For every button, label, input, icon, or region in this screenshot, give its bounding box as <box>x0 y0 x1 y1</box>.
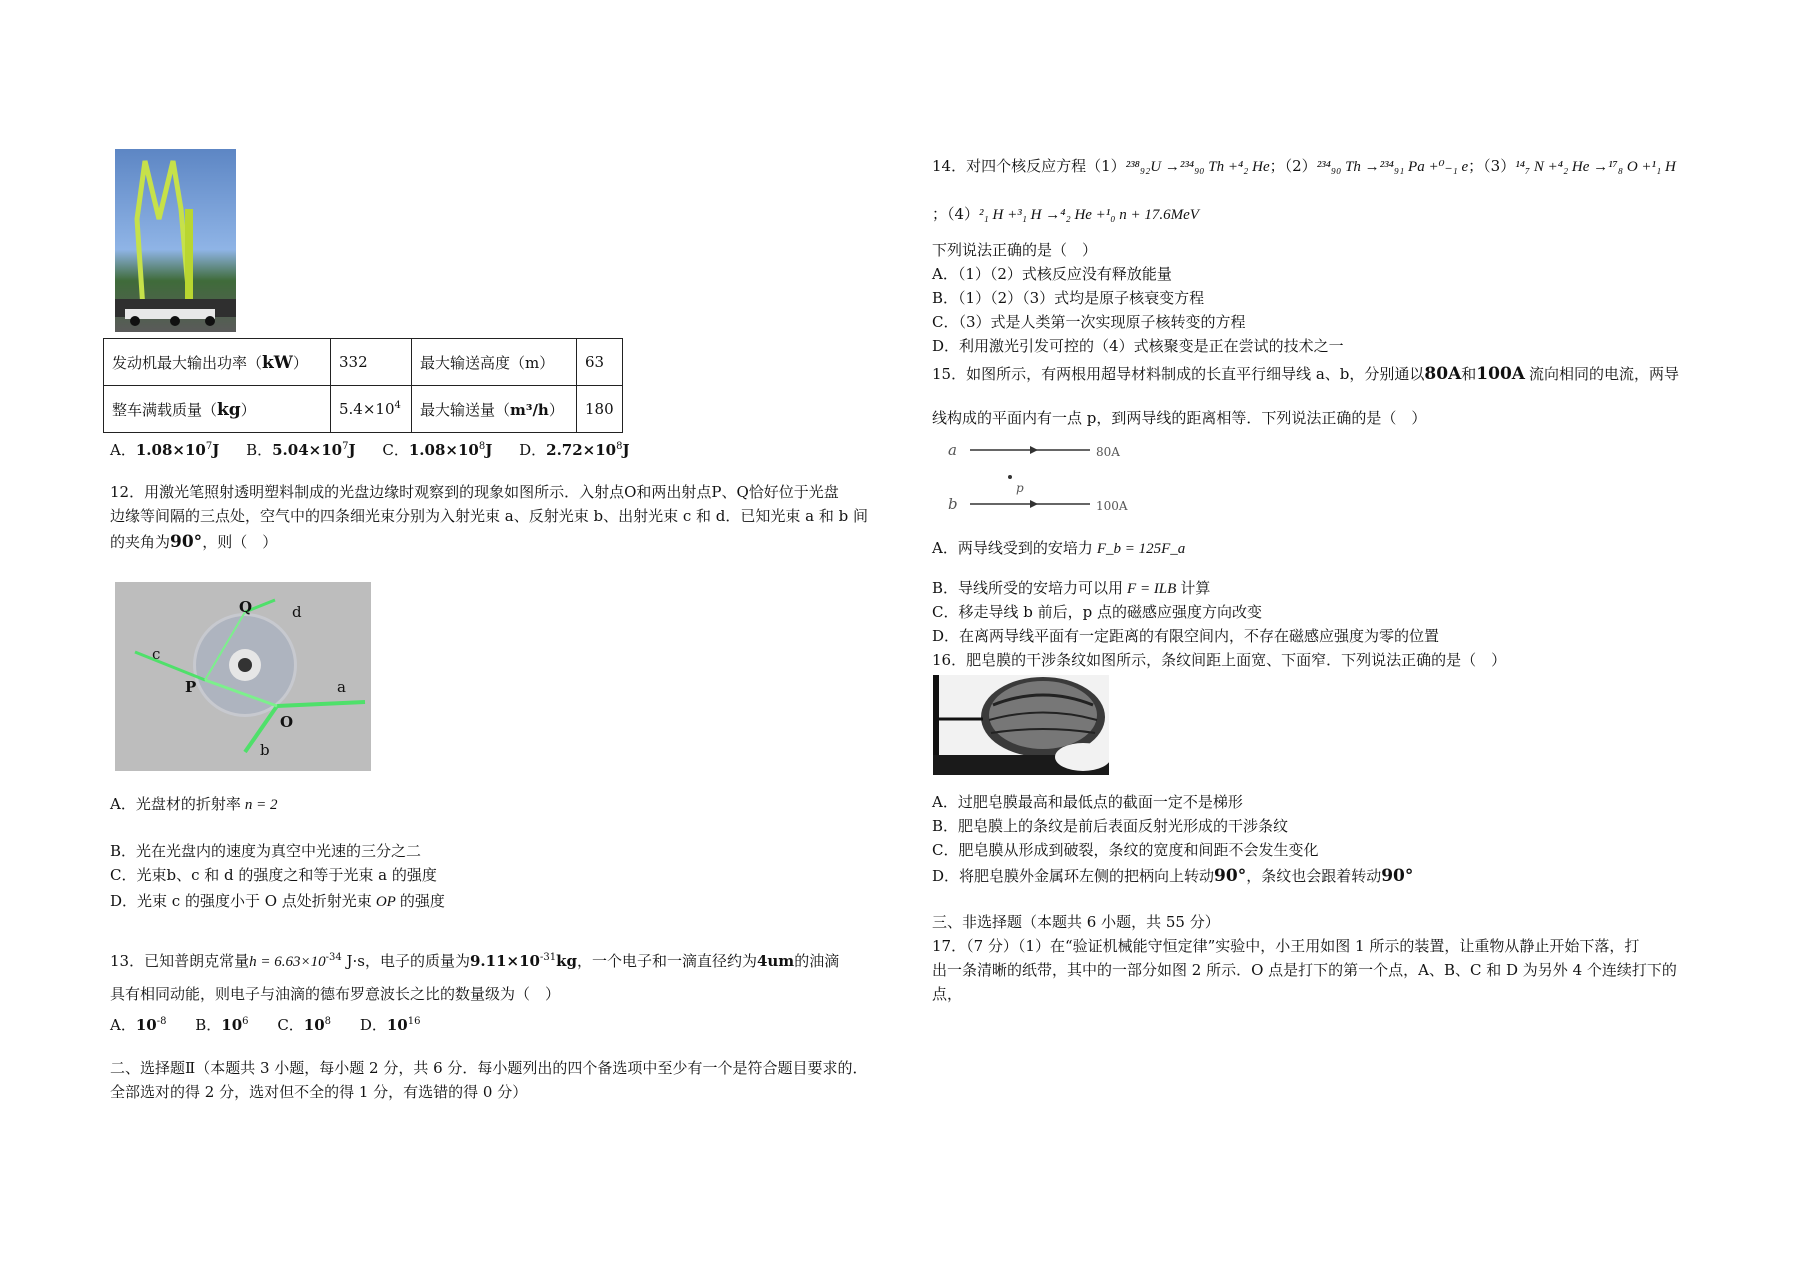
option-value: 10 <box>221 1016 243 1034</box>
q12-line1: 12．用激光笔照射透明塑料制成的光盘边缘时观察到的现象如图所示．入射点O和两出射点P、Q恰好位于光盘 <box>110 483 839 501</box>
q14-text: 14．对四个核反应方程（1） <box>932 157 1126 175</box>
q12-line2: 边缘等间隔的三点处，空气中的四条细光束分别为入射光束 a、反射光束 b、出射光束 c 和 d．已知光束 a 和 b 间 <box>110 507 869 525</box>
fig-label-p: p <box>1016 481 1024 495</box>
q13-m-exp: -31 <box>539 952 557 963</box>
q14-line1 <box>932 156 1676 177</box>
q17-line3: 点， <box>932 985 963 1003</box>
cell-exp: 4 <box>394 400 401 411</box>
option-label: D． <box>359 1016 387 1034</box>
option-label: A． <box>110 1016 136 1034</box>
q14-text: ；（3） <box>1468 157 1516 175</box>
option-math: F = ILB <box>1127 581 1177 597</box>
fig-label-80a: 80A <box>1096 445 1120 459</box>
cell-tail: ） <box>240 400 256 419</box>
q14-question: 下列说法正确的是（ ） <box>932 241 1098 259</box>
table-cell: 180 <box>577 386 623 433</box>
option-value: 1.08×10 <box>408 441 479 459</box>
table-cell <box>104 339 331 386</box>
fig-label-a: a <box>337 678 346 696</box>
option-text: D．将肥皂膜外金属环左侧的把柄向上转动 <box>932 867 1215 885</box>
q13-m: 9.11×10 <box>469 952 540 970</box>
fig-label-Q: Q <box>239 598 253 616</box>
q14-equation-4: ²₁ H +³₁ H →⁴₂ He +¹₀ n + 17.6MeV <box>979 207 1199 223</box>
q14-option-a: A．（1）（2）式核反应没有释放能量 <box>932 265 1172 283</box>
table-cell <box>331 386 412 433</box>
section2-line1: 二、选择题Ⅱ（本题共 3 小题，每小题 2 分，共 6 分．每小题列出的四个备选项中至少有一个是符合题目要求的． <box>110 1059 868 1077</box>
option-math: n = 2 <box>244 797 278 813</box>
table-row <box>104 386 623 433</box>
cell-tail: ） <box>548 400 564 419</box>
q12-option-b: B．光在光盘内的速度为真空中光速的三分之二 <box>110 842 422 860</box>
cell-label: 发动机最大输出功率（ <box>112 353 263 372</box>
q13-line1 <box>110 948 839 972</box>
option-value: 10 <box>386 1016 408 1034</box>
option-math: OP <box>375 894 396 910</box>
q14-text: ；（2） <box>1269 157 1317 175</box>
table-cell <box>412 386 577 433</box>
q13-h: h = 6.63×10 <box>249 954 326 970</box>
q12-option-c: C．光束b、c 和 d 的强度之和等于光束 a 的强度 <box>110 866 437 884</box>
table-row <box>104 339 623 386</box>
q11-options <box>110 437 630 460</box>
q13-h-unit: J·s <box>341 952 365 970</box>
table-cell: 最大输送高度（m） <box>412 339 577 386</box>
option-value: 10 <box>135 1016 157 1034</box>
cell-label: 最大输送量（ <box>420 400 511 419</box>
q12-text: ，则（ ） <box>202 533 278 551</box>
option-exp: 8 <box>616 441 623 452</box>
option-exp: 16 <box>407 1016 421 1027</box>
option-unit: J <box>485 441 493 459</box>
option-exp: -8 <box>156 1016 167 1027</box>
option-angle: 90° <box>1214 866 1247 886</box>
option-angle: 90° <box>1381 866 1414 886</box>
cell-value: 5.4×10 <box>339 400 395 418</box>
q17-line2: 出一条清晰的纸带，其中的一部分如图 2 所示．O 点是打下的第一个点，A、B、C 和 D 为另外 4 个连续打下的 <box>932 961 1677 979</box>
q13-line2: 具有相同动能，则电子与油滴的德布罗意波长之比的数量级为（ ） <box>110 985 561 1003</box>
q14-text: ；（4） <box>932 205 980 223</box>
cell-tail: ） <box>292 353 308 372</box>
q17-line1: 17．（7 分）（1）在“验证机械能守恒定律”实验中，小王用如图 1 所示的装置，让重物从静止开始下落，打 <box>932 937 1640 955</box>
option-exp: 8 <box>478 441 486 452</box>
option-label: B． <box>246 441 273 459</box>
concrete-pump-truck-photo <box>115 149 236 332</box>
option-text: D．光束 c 的强度小于 O 点处折射光束 <box>110 892 372 910</box>
fig-label-P: P <box>185 678 197 696</box>
fig-label-100a: 100A <box>1096 499 1128 513</box>
q14-line2 <box>932 204 1199 225</box>
option-unit: J <box>348 441 356 459</box>
q15-option-d: D．在离两导线平面有一定距离的有限空间内，不存在磁感应强度为零的位置 <box>932 627 1440 645</box>
option-unit: J <box>622 441 630 459</box>
q14-option-d: D．利用激光引发可控的（4）式核聚变是正在尝试的技术之一 <box>932 337 1344 355</box>
option-exp: 6 <box>242 1016 249 1027</box>
q15-text: 和 <box>1461 365 1477 383</box>
q16-question: 16．肥皂膜的干涉条纹如图所示，条纹间距上面宽、下面窄．下列说法正确的是（ ） <box>932 651 1507 669</box>
q15-option-a <box>932 538 1185 559</box>
q16-option-d <box>932 866 1413 886</box>
option-exp: 7 <box>205 441 213 452</box>
option-text: A．光盘材的折射率 <box>110 795 241 813</box>
soap-film-photo <box>933 675 1109 775</box>
q13-options <box>110 1012 420 1035</box>
option-exp: 8 <box>324 1016 332 1027</box>
option-text: 计算 <box>1180 579 1211 597</box>
q15-line1 <box>932 364 1679 384</box>
q15-option-b <box>932 578 1210 599</box>
q15-text: 流向相同的电流，两导 <box>1528 365 1679 383</box>
option-label: C． <box>382 441 409 459</box>
option-text: ，条纹也会跟着转动 <box>1246 867 1382 885</box>
q14-equation-1: ²³⁸₉₂U →²³⁴₉₀ Th +⁴₂ He <box>1125 159 1270 175</box>
table-cell <box>104 386 331 433</box>
parallel-wires-figure <box>940 440 1140 514</box>
q13-d: 4um <box>756 952 795 970</box>
q13-text: 的油滴 <box>794 952 840 970</box>
table-cell: 63 <box>577 339 623 386</box>
option-value: 10 <box>303 1016 325 1034</box>
q16-option-b: B．肥皂膜上的条纹是前后表面反射光形成的干涉条纹 <box>932 817 1289 835</box>
q12-option-a <box>110 794 277 815</box>
option-text: A．两导线受到的安培力 <box>932 539 1093 557</box>
option-label: B． <box>195 1016 222 1034</box>
q15-current-2: 100A <box>1476 364 1525 384</box>
q14-equation-2: ²³⁴₉₀ Th →²³⁴₉₁ Pa +⁰₋₁ e <box>1316 159 1469 175</box>
fig-label-c: c <box>152 645 161 663</box>
cell-label: 整车满载质量（ <box>112 400 218 419</box>
q14-option-c: C．（3）式是人类第一次实现原子核转变的方程 <box>932 313 1246 331</box>
table-cell: 332 <box>331 339 412 386</box>
q12-text: 的夹角为 <box>110 533 171 551</box>
spec-table <box>103 338 623 433</box>
q15-line2: 线构成的平面内有一点 p，到两导线的距离相等．下列说法正确的是（ ） <box>932 409 1427 427</box>
fig-label-d: d <box>292 603 302 621</box>
option-text: B．导线所受的安培力可以用 <box>932 579 1124 597</box>
q13-m-unit: kg <box>556 952 577 970</box>
option-label: A． <box>110 441 136 459</box>
section2-line2: 全部选对的得 2 分，选对但不全的得 1 分，有选错的得 0 分） <box>110 1083 528 1101</box>
q14-equation-3: ¹⁴₇ N +⁴₂ He →¹⁷₈ O +¹₁ H <box>1515 159 1676 175</box>
option-value: 1.08×10 <box>135 441 206 459</box>
q12-angle: 90° <box>170 532 203 552</box>
fig-label-b: b <box>260 741 270 759</box>
q12-line3 <box>110 532 277 552</box>
q15-current-1: 80A <box>1424 364 1462 384</box>
option-text: 的强度 <box>399 892 445 910</box>
option-value: 2.72×10 <box>546 441 617 459</box>
fig-label-b: b <box>948 495 958 513</box>
q16-option-c: C．肥皂膜从形成到破裂，条纹的宽度和间距不会发生变化 <box>932 841 1319 859</box>
fig-label-a: a <box>948 441 957 459</box>
option-label: C． <box>277 1016 304 1034</box>
q15-text: 15．如图所示，有两根用超导材料制成的长直平行细导线 a、b，分别通以 <box>932 365 1425 383</box>
q16-option-a: A．过肥皂膜最高和最低点的截面一定不是梯形 <box>932 793 1243 811</box>
option-exp: 7 <box>342 441 349 452</box>
fig-label-O: O <box>280 713 294 731</box>
q15-option-c: C．移走导线 b 前后，p 点的磁感应强度方向改变 <box>932 603 1262 621</box>
option-unit: J <box>212 441 220 459</box>
q14-option-b: B．（1）（2）（3）式均是原子核衰变方程 <box>932 289 1205 307</box>
cell-unit: m³/h <box>510 400 549 419</box>
q13-text: ，一个电子和一滴直径约为 <box>576 952 757 970</box>
q13-h-exp: -34 <box>325 952 342 963</box>
cell-unit: kW <box>262 352 293 373</box>
q13-text: 13．已知普朗克常量 <box>110 952 250 970</box>
q13-text: ，电子的质量为 <box>364 952 470 970</box>
section3-heading: 三、非选择题（本题共 6 小题，共 55 分） <box>932 913 1220 931</box>
option-label: D． <box>519 441 547 459</box>
option-math: F_b = 125F_a <box>1096 541 1186 557</box>
cell-unit: kg <box>217 399 241 420</box>
laser-cd-photo <box>115 582 371 771</box>
q12-option-d <box>110 891 445 912</box>
option-value: 5.04×10 <box>272 441 343 459</box>
